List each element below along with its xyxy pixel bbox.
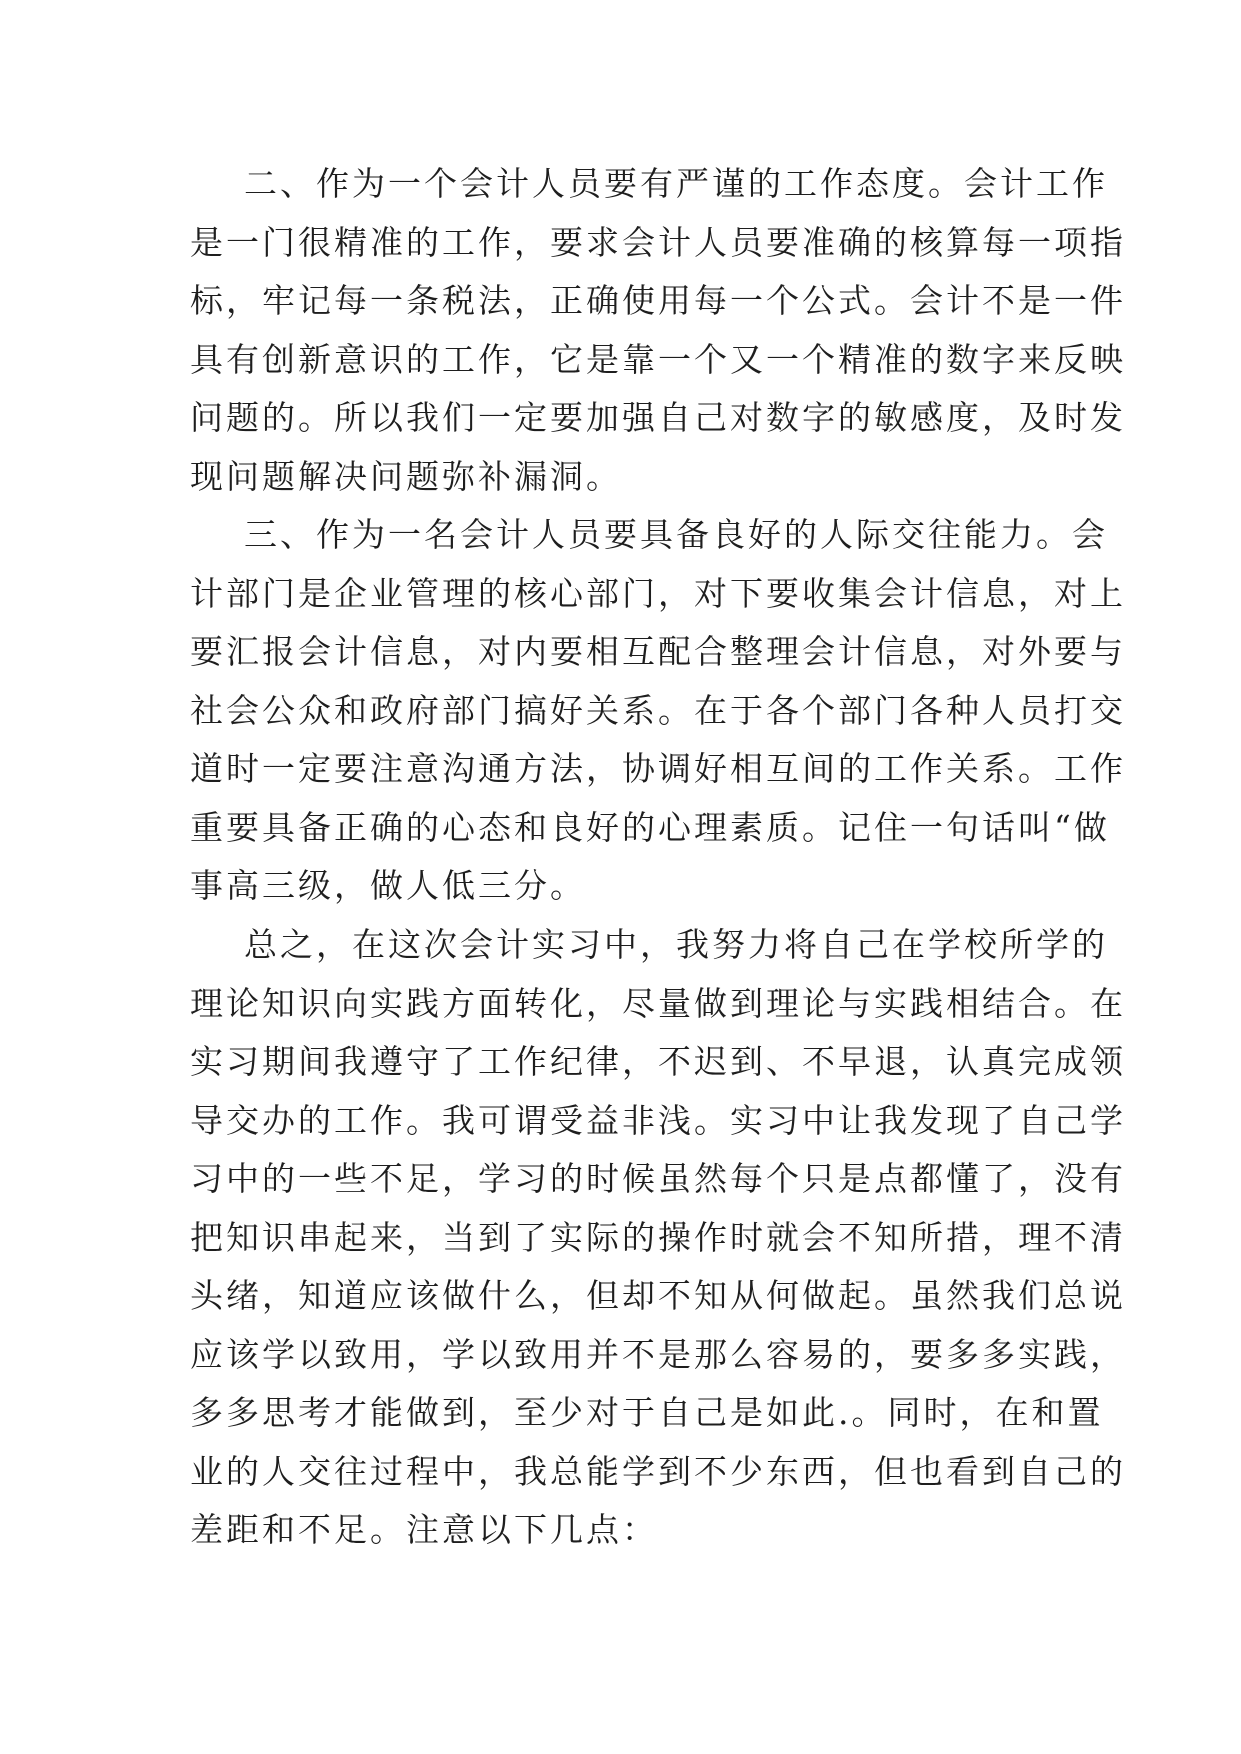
text-line: 实习期间我遵守了工作纪律，不迟到、不早退，认真完成领 (190, 1042, 1126, 1081)
text-line: 习中的一些不足，学习的时候虽然每个只是点都懂了，没有 (190, 1159, 1126, 1198)
text-line: 现问题解决问题弥补漏洞。 (190, 456, 622, 496)
text-line: 问题的。所以我们一定要加强自己对数字的敏感度，及时发 (190, 398, 1126, 437)
text-line: 应该学以致用，学以致用并不是那么容易的，要多多实践， (190, 1334, 1126, 1374)
paragraph-summary (190, 916, 1126, 1560)
text-line: 三、作为一名会计人员要具备良好的人际交往能力。会 (190, 515, 1108, 554)
text-line: 二、作为一个会计人员要有严谨的工作态度。会计工作 (190, 164, 1108, 203)
text-line: 理论知识向实践方面转化，尽量做到理论与实践相结合。在 (190, 983, 1126, 1023)
paragraph-interpersonal-skills (190, 506, 1126, 916)
text-line: 具有创新意识的工作，它是靠一个又一个精准的数字来反映 (190, 339, 1126, 379)
text-line: 总之，在这次会计实习中，我努力将自己在学校所学的 (190, 925, 1108, 964)
paragraph-work-attitude (190, 155, 1126, 506)
text-line: 社会公众和政府部门搞好关系。在于各个部门各种人员打交 (190, 690, 1126, 730)
text-line: 多多思考才能做到，至少对于自己是如此.。同时，在和置 (190, 1393, 1104, 1432)
text-line: 头绪，知道应该做什么，但却不知从何做起。虽然我们总说 (190, 1276, 1126, 1315)
text-line: 是一门很精准的工作，要求会计人员要准确的核算每一项指 (190, 222, 1126, 262)
text-line: 把知识串起来，当到了实际的操作时就会不知所措，理不清 (190, 1217, 1126, 1257)
text-line: 计部门是企业管理的核心部门，对下要收集会计信息，对上 (190, 573, 1126, 613)
text-line: 标，牢记每一条税法，正确使用每一个公式。会计不是一件 (190, 281, 1126, 320)
text-line: 重要具备正确的心态和良好的心理素质。记住一句话叫“做 (190, 807, 1110, 847)
text-line: 差距和不足。注意以下几点： (190, 1510, 658, 1549)
text-line: 业的人交往过程中，我总能学到不少东西，但也看到自己的 (190, 1451, 1126, 1491)
text-line: 道时一定要注意沟通方法，协调好相互间的工作关系。工作 (190, 749, 1126, 788)
text-line: 要汇报会计信息，对内要相互配合整理会计信息，对外要与 (190, 632, 1126, 671)
text-line: 事高三级，做人低三分。 (190, 866, 586, 905)
text-line: 导交办的工作。我可谓受益非浅。实习中让我发现了自己学 (190, 1100, 1126, 1140)
